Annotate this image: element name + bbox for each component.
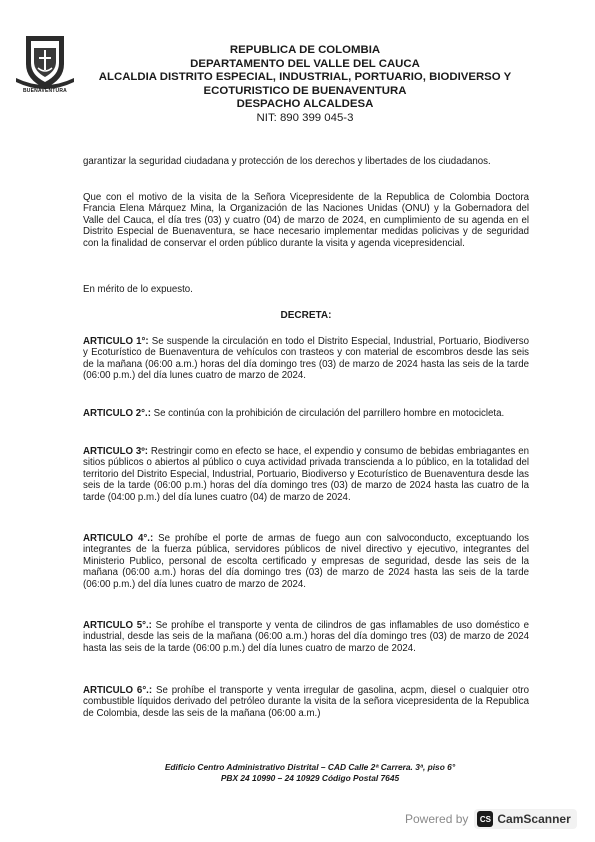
footer-phone: PBX 24 10990 – 24 10929 Código Postal 7645 [220,773,400,783]
powered-by-text: Powered by [405,812,469,826]
footer-address: Edificio Centro Administrativo Distrital – CAD Calle 2ª Carrera. 3ª, piso 6° [164,762,456,772]
camscanner-name: CamScanner [497,812,571,826]
logo-caption: BUENAVENTURA [23,88,67,94]
header-country: REPUBLICA DE COLOMBIA [229,44,381,56]
header-municipality: ALCALDIA DISTRITO ESPECIAL, INDUSTRIAL, PORTUARIO, BIODIVERSO Y [98,71,512,84]
article-3 [83,446,529,503]
paragraph-text: En mérito de lo expuesto. [83,284,193,295]
article-label: ARTICULO 2°.: [83,408,151,419]
article-text: Restringir como en efecto se hace, el expendio y consumo de bebidas embriagantes en sitios públicos o abiertos al público o cuya actividad privada transcienda a lo público, en la totalidad del territorio del Distrito Especial, Industrial, Portuario, Biodiverso y Ecoturístico de Buenaventura desde las seis de la tarde (06:00 p.m.) horas del día domingo tres (03) de marzo de 2024 hasta las cuatro de la tarde (04:00 p.m.) del día lunes cuatro (04) de marzo de 2024. [83,446,529,503]
decreta-heading: DECRETA: [280,310,332,321]
article-label: ARTICULO 3º: [83,446,149,457]
paragraph [83,192,529,249]
article-2 [83,408,529,419]
article-1 [83,336,529,382]
header-office: DESPACHO ALCALDESA [236,98,374,111]
camscanner-watermark [405,808,577,830]
article-label: ARTICULO 1°: [83,336,149,347]
article-5 [83,620,529,654]
paragraph [83,156,529,167]
letterhead [80,44,530,126]
article-text: Se prohíbe el porte de armas de fuego aun con salvoconducto, exceptuando los integrantes de la fuerza pública, servidores públicos de nivel directivo y ejecutivo, integrantes del Ministerio Publico, personal de escolta certificado y empresas de seguridad, desde las seis de la mañana (06:00 a.m.) horas del día domingo tres (03) de marzo de 2024 hasta las seis de la tarde (06:00 p.m.) del día lunes cuatro de marzo de 2024. [83,533,529,590]
header-nit: NIT: 890 399 045-3 [256,111,354,124]
article-4 [83,533,529,590]
paragraph [83,284,529,295]
article-text: Se prohíbe el transporte y venta irregular de gasolina, acpm, diesel o cualquier otro combustible líquidos derivado del petróleo durante la visita de la señora vicepresidenta de la Republica de Colombia, desde las seis de la mañana (06:00 a.m.) [83,685,529,719]
camscanner-icon: CS [477,811,493,827]
paragraph-text: garantizar la seguridad ciudadana y protección de los derechos y libertades de los ciudadanos. [83,156,491,167]
article-text: Se prohíbe el transporte y venta de cilindros de gas inflamables de uso doméstico e industrial, desde las seis de la mañana (06:00 a.m.) horas del día domingo tres (03) de marzo de 2024 hasta las seis de la tarde (06:00 p.m.) del día lunes cuatro de marzo de 2024. [83,620,529,654]
article-text: Se continúa con la prohibición de circulación del parrillero hombre en motocicleta. [150,408,505,419]
paragraph-text: Que con el motivo de la visita de la Señora Vicepresidente de la Republica de Colombia Doctora Francia Elena Márquez Mina, la Organización de las Naciones Unidas (ONU) y la Gobernadora del Valle del Cauca, el día tres (03) y cuatro (04) de marzo de 2024, en cumplimiento de su agenda en el Distrito Especial de Buenaventura, se hace necesario implementar medidas policivas y de seguridad con la finalidad de conservar el orden público durante la visita y agenda vicepresidencial. [83,192,529,249]
article-label: ARTICULO 6°.: [83,685,153,696]
article-text: Se suspende la circulación en todo el Distrito Especial, Industrial, Portuario, Biodiverso y Ecoturístico de Buenaventura de vehículos con trasteos y con material de escombros desde las seis de la mañana (06:00 a.m.) horas del día domingo tres (03) de marzo de 2024 hasta las seis de la tarde (06:00 p.m.) del día lunes cuatro de marzo de 2024. [83,336,529,382]
header-department: DEPARTAMENTO DEL VALLE DEL CAUCA [190,57,420,70]
article-label: ARTICULO 4°.: [83,533,154,544]
header-municipality-cont: ECOTURISTICO DE BUENAVENTURA [203,84,407,97]
page-footer [130,762,490,784]
article-6 [83,685,529,719]
article-label: ARTICULO 5°.: [83,620,152,631]
camscanner-logo [474,809,576,829]
